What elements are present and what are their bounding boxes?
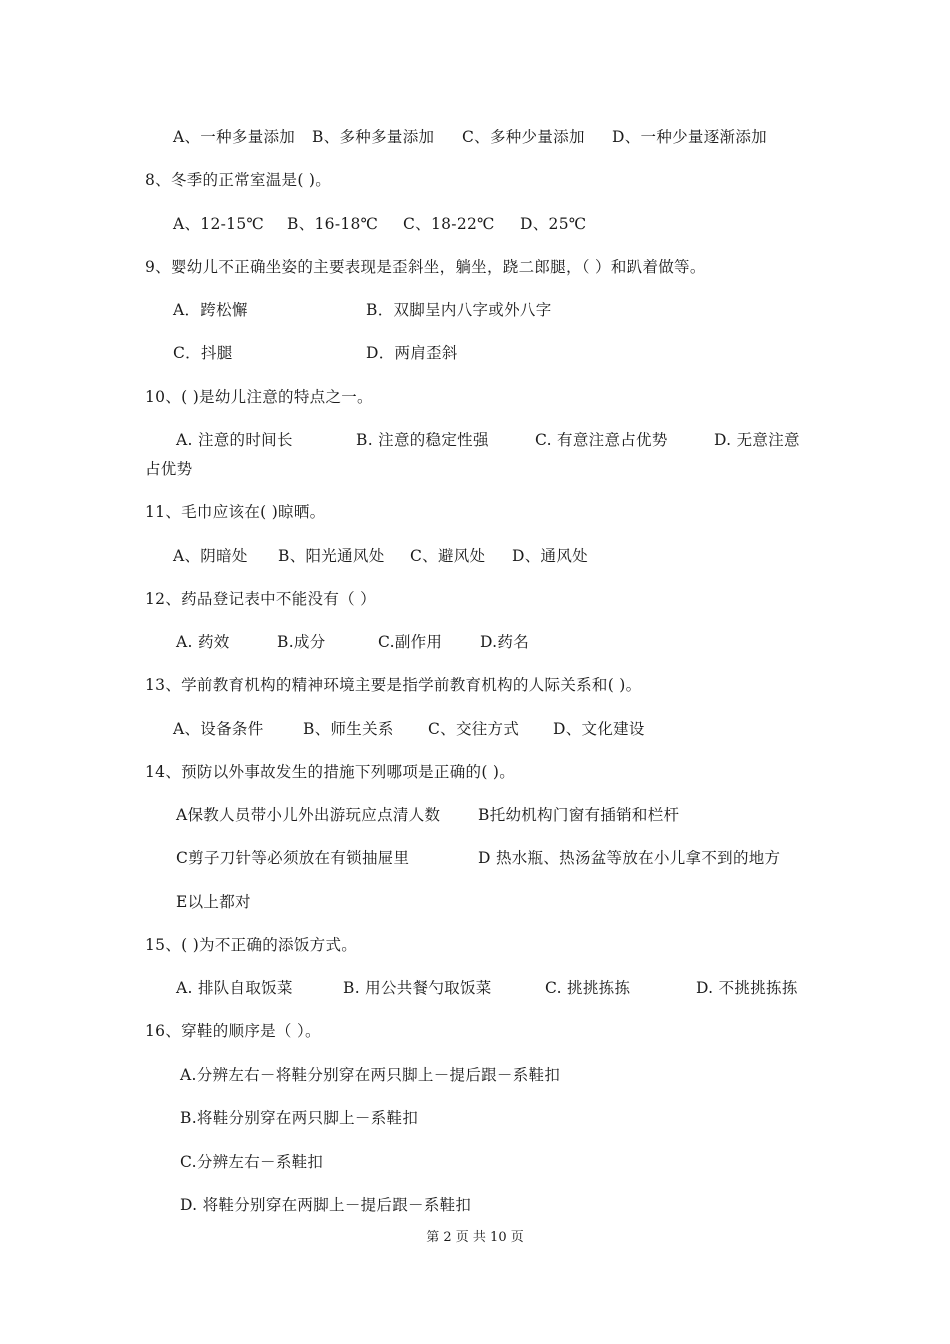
q7-option-d: D、一种少量逐渐添加 bbox=[612, 128, 767, 146]
q9-option-b: B．双脚呈内八字或外八字 bbox=[366, 301, 552, 319]
q12-option-b: B.成分 bbox=[277, 633, 326, 651]
q8-stem: 8、冬季的正常室温是( )。 bbox=[145, 171, 332, 189]
q15-option-c: C. 挑挑拣拣 bbox=[545, 979, 631, 997]
q12-option-c: C.副作用 bbox=[378, 633, 443, 651]
q11-option-d: D、通风处 bbox=[512, 547, 588, 565]
q10-option-d-wrap: 占优势 bbox=[145, 460, 193, 478]
q12-option-a: A. 药效 bbox=[176, 633, 230, 651]
q8-option-c: C、18-22℃ bbox=[403, 215, 495, 233]
q16-option-a: A.分辨左右－将鞋分别穿在两只脚上－提后跟－系鞋扣 bbox=[180, 1066, 561, 1084]
q9-option-a: A．跨松懈 bbox=[173, 301, 248, 319]
q16-option-d: D. 将鞋分别穿在两脚上－提后跟－系鞋扣 bbox=[180, 1196, 472, 1214]
q15-stem: 15、( )为不正确的添饭方式。 bbox=[145, 936, 358, 954]
q14-option-b: B托幼机构门窗有插销和栏杆 bbox=[478, 806, 680, 824]
q14-option-d: D 热水瓶、热汤盆等放在小儿拿不到的地方 bbox=[478, 849, 781, 867]
q16-option-c: C.分辨左右－系鞋扣 bbox=[180, 1153, 324, 1171]
q8-option-d: D、25℃ bbox=[520, 215, 587, 233]
page-number-label: 第 2 页 共 10 页 bbox=[426, 1230, 524, 1245]
q15-option-d: D. 不挑挑拣拣 bbox=[696, 979, 798, 997]
q10-option-a: A. 注意的时间长 bbox=[176, 431, 293, 449]
q12-stem: 12、药品登记表中不能没有（ ） bbox=[145, 590, 376, 608]
q13-option-c: C、交往方式 bbox=[428, 720, 520, 738]
q15-option-b: B. 用公共餐勺取饭菜 bbox=[343, 979, 492, 997]
q7-option-a: A、一种多量添加 bbox=[173, 128, 296, 146]
q7-option-c: C、多种少量添加 bbox=[462, 128, 585, 146]
q10-stem: 10、( )是幼儿注意的特点之一。 bbox=[145, 388, 373, 406]
q8-option-a: A、12-15℃ bbox=[173, 215, 265, 233]
q7-option-b: B、多种多量添加 bbox=[312, 128, 435, 146]
q15-option-a: A. 排队自取饭菜 bbox=[176, 979, 293, 997]
q11-option-a: A、阴暗处 bbox=[173, 547, 248, 565]
q14-option-a: A保教人员带小儿外出游玩应点清人数 bbox=[176, 806, 441, 824]
q11-stem: 11、毛巾应该在( )晾晒。 bbox=[145, 503, 326, 521]
q12-option-d: D.药名 bbox=[480, 633, 530, 651]
q16-option-b: B.将鞋分别穿在两只脚上－系鞋扣 bbox=[180, 1109, 419, 1127]
q10-option-d: D. 无意注意 bbox=[714, 431, 800, 449]
q13-option-a: A、设备条件 bbox=[173, 720, 264, 738]
q9-option-c: C．抖腿 bbox=[173, 344, 233, 362]
q11-option-c: C、避风处 bbox=[410, 547, 486, 565]
q9-stem: 9、婴幼儿不正确坐姿的主要表现是歪斜坐，躺坐，跷二郎腿，（ ）和趴着做等。 bbox=[145, 258, 706, 276]
q8-option-b: B、16-18℃ bbox=[287, 215, 379, 233]
page-footer bbox=[0, 1229, 950, 1247]
q14-stem: 14、预防以外事故发生的措施下列哪项是正确的( )。 bbox=[145, 763, 516, 781]
q13-option-d: D、文化建设 bbox=[553, 720, 645, 738]
q16-stem: 16、穿鞋的顺序是（ ）。 bbox=[145, 1022, 321, 1040]
q10-option-c: C. 有意注意占优势 bbox=[535, 431, 668, 449]
q14-option-c: C剪子刀针等必须放在有锁抽屉里 bbox=[176, 849, 410, 867]
q10-option-b: B. 注意的稳定性强 bbox=[356, 431, 489, 449]
q9-option-d: D．两肩歪斜 bbox=[366, 344, 458, 362]
q11-option-b: B、阳光通风处 bbox=[278, 547, 385, 565]
q14-option-e: E以上都对 bbox=[176, 893, 251, 911]
q13-stem: 13、学前教育机构的精神环境主要是指学前教育机构的人际关系和( )。 bbox=[145, 676, 642, 694]
q13-option-b: B、师生关系 bbox=[303, 720, 394, 738]
